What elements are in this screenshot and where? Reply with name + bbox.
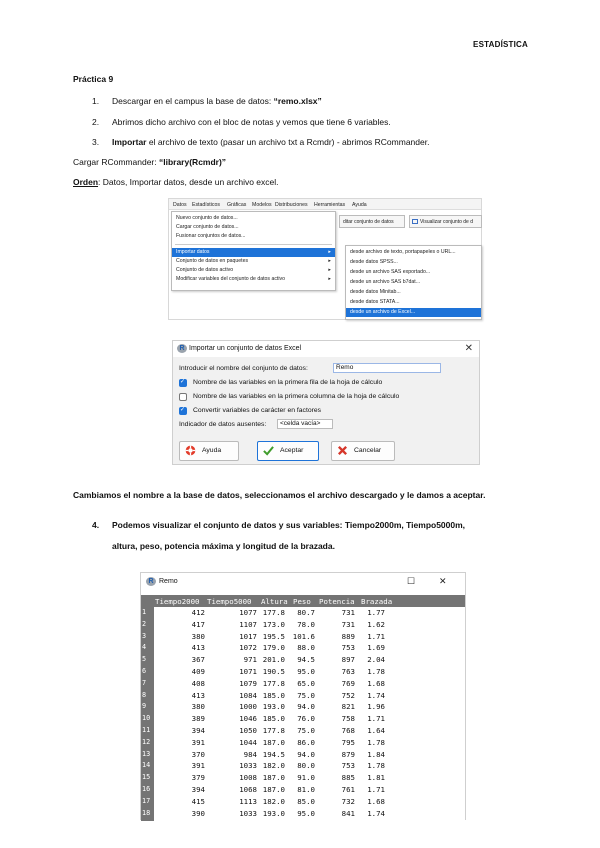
row-number: 11 [142, 726, 151, 734]
step-number: 1. [92, 96, 100, 106]
table-cell: 86.0 [297, 737, 315, 747]
step-2 [92, 117, 391, 128]
checkbox-names-first-row-label: Nombre de las variables en la primera fila de la hoja de cálculo [193, 379, 383, 386]
menu-divider [175, 244, 332, 245]
close-icon[interactable]: ✕ [464, 343, 473, 354]
table-cell: 1084 [239, 690, 257, 700]
column-header[interactable]: Brazada [361, 597, 393, 606]
row-number: 8 [142, 690, 147, 699]
table-cell: 88.0 [297, 643, 315, 653]
table-cell: 390 [191, 808, 205, 818]
step-4-line-1 [92, 520, 465, 531]
table-cell: 80.7 [297, 608, 315, 617]
table-cell: 758 [341, 714, 355, 724]
table-cell: 367 [191, 655, 205, 665]
menu-item-label: Conjunto de datos en paquetes [176, 258, 249, 264]
step-3 [92, 137, 429, 148]
step-text: Abrimos dicho archivo con el bloc de notas y vemos que tiene 6 variables. [112, 117, 391, 127]
help-button[interactable] [179, 441, 239, 461]
viewer-titlebar [141, 573, 465, 591]
table-cell: 177.8 [262, 678, 285, 688]
table-cell: 879 [341, 749, 355, 759]
table-cell: 795 [341, 737, 355, 747]
menu-item-activo[interactable] [172, 266, 335, 275]
dataset-name-label: Introducir el nombre del conjunto de datos: [179, 365, 308, 372]
table-cell: 65.0 [297, 678, 315, 688]
table-cell: 1033 [239, 761, 257, 771]
table-cell: 94.0 [297, 702, 315, 712]
submenu-item-excel[interactable]: desde un archivo de Excel... [346, 308, 481, 317]
view-dataset-button[interactable] [409, 215, 482, 228]
dataset-name-input[interactable]: Remo [333, 363, 441, 373]
table-cell: 753 [341, 643, 355, 653]
table-cell: 971 [243, 655, 257, 665]
help-label: Ayuda [202, 447, 222, 454]
checkbox-convert-factors-label: Convertir variables de carácter en factores [193, 407, 322, 414]
table-cell: 413 [191, 690, 205, 700]
row-number: 12 [142, 737, 151, 746]
row-number: 15 [142, 773, 151, 782]
table-cell: 380 [191, 702, 205, 712]
row-number: 13 [142, 749, 151, 758]
chevron-right-icon: ▸ [328, 249, 331, 255]
table-cell: 194.5 [262, 749, 285, 759]
step-text: Descargar en el campus la base de datos: [112, 96, 274, 106]
table-cell: 185.0 [262, 714, 285, 724]
submenu-item-minitab[interactable]: desde datos Minitab... [350, 289, 401, 295]
submenu-item-stata[interactable]: desde datos STATA... [350, 299, 400, 305]
table-cell: 1050 [239, 726, 257, 735]
row-number: 10 [142, 714, 151, 723]
table-cell: 389 [191, 714, 205, 724]
table-cell: 1.78 [367, 667, 385, 676]
submenu-item-texto[interactable]: desde archivo de texto, portapapeles o URL... [350, 249, 456, 255]
accept-button[interactable] [257, 441, 319, 461]
row-number: 18 [142, 808, 151, 817]
table-cell: 417 [191, 619, 205, 629]
table-cell: 732 [341, 796, 355, 806]
table-cell: 753 [341, 761, 355, 771]
table-cell: 75.0 [297, 690, 315, 700]
table-cell: 768 [341, 726, 355, 735]
menu-ayuda[interactable]: Ayuda [352, 202, 367, 208]
menu-item-nuevo[interactable]: Nuevo conjunto de datos... [176, 215, 238, 221]
menu-item-label: Importar datos [176, 249, 210, 255]
submenu-item-spss[interactable]: desde datos SPSS... [350, 259, 398, 265]
order-line [73, 177, 279, 188]
row-number: 3 [142, 631, 147, 640]
row-number: 6 [142, 667, 147, 675]
dialog-titlebar [173, 341, 479, 357]
table-cell: 394 [191, 726, 205, 735]
menu-graficas[interactable]: Gráficas [227, 202, 247, 208]
table-cell: 412 [191, 608, 205, 617]
chevron-right-icon: ▸ [328, 267, 331, 273]
table-cell: 80.0 [297, 761, 315, 771]
table-cell: 1.77 [367, 608, 385, 617]
cancel-label: Cancelar [354, 447, 382, 454]
table-cell: 179.0 [262, 643, 285, 653]
table-cell: 763 [341, 667, 355, 676]
table-cell: 182.0 [262, 796, 285, 806]
dialog-title: Importar un conjunto de datos Excel [189, 345, 302, 352]
table-cell: 1072 [239, 643, 257, 653]
grid-row-numbers [141, 607, 154, 821]
table-cell: 1.81 [367, 773, 385, 783]
menu-item-cargar[interactable]: Cargar conjunto de datos... [176, 224, 239, 230]
table-cell: 1.74 [367, 690, 385, 700]
table-cell: 195.5 [262, 631, 285, 641]
table-cell: 731 [341, 608, 355, 617]
menu-item-fusionar[interactable]: Fusionar conjuntos de datos... [176, 233, 246, 239]
row-number: 9 [142, 702, 147, 711]
step-1 [92, 96, 322, 107]
cancel-button[interactable] [331, 441, 395, 461]
checkmark-icon [263, 445, 274, 456]
table-cell: 1008 [239, 773, 257, 783]
table-cell: 370 [191, 749, 205, 759]
submenu-item-sas-export[interactable]: desde un archivo SAS exportado... [350, 269, 431, 275]
table-cell: 1017 [239, 631, 257, 641]
menu-item-label: Conjunto de datos activo [176, 267, 234, 273]
table-icon [412, 219, 418, 224]
accept-label: Aceptar [280, 447, 304, 454]
table-cell: 394 [191, 785, 205, 794]
row-number: 7 [142, 678, 147, 687]
step-number: 3. [92, 137, 100, 147]
table-cell: 1.96 [367, 702, 385, 712]
table-cell: 2.04 [367, 655, 385, 665]
column-header[interactable]: Peso [293, 597, 311, 606]
table-cell: 81.0 [297, 785, 315, 794]
load-text: Cargar RCommander: [73, 157, 159, 167]
table-cell: 1.71 [367, 631, 385, 641]
menubar [169, 199, 481, 210]
submenu-item-sas-b7dat[interactable]: desde un archivo SAS b7dat... [350, 279, 421, 285]
dataset-viewer-window [140, 572, 466, 820]
table-cell: 761 [341, 785, 355, 794]
table-cell: 78.0 [297, 619, 315, 629]
menu-distribuciones[interactable]: Distribuciones [275, 202, 308, 208]
checkbox-names-first-column-label: Nombre de las variables en la primera columna de la hoja de cálculo [193, 393, 400, 400]
missing-data-label: Indicador de datos ausentes: [179, 421, 267, 428]
import-excel-dialog [172, 340, 480, 465]
table-cell: 1.71 [367, 785, 385, 794]
table-cell: 1068 [239, 785, 257, 794]
load-line [73, 157, 226, 168]
table-cell: 190.5 [262, 667, 285, 676]
menu-herramientas[interactable]: Herramientas [314, 202, 346, 208]
table-cell: 177.8 [262, 608, 285, 617]
table-cell: 94.5 [297, 655, 315, 665]
table-cell: 95.0 [297, 667, 315, 676]
view-dataset-label: Visualizar conjunto de d [420, 219, 473, 225]
importar-submenu [345, 245, 482, 320]
table-cell: 769 [341, 678, 355, 688]
table-cell: 379 [191, 773, 205, 783]
datos-dropdown [171, 211, 336, 291]
table-cell: 187.0 [262, 773, 285, 783]
table-cell: 1107 [239, 619, 257, 629]
column-header[interactable]: Altura [261, 597, 288, 606]
table-cell: 193.0 [262, 808, 285, 818]
table-cell: 889 [341, 631, 355, 641]
table-cell: 821 [341, 702, 355, 712]
lifebuoy-icon [185, 445, 196, 456]
table-cell: 1.62 [367, 619, 385, 629]
table-cell: 1.68 [367, 796, 385, 806]
table-cell: 752 [341, 690, 355, 700]
table-cell: 1079 [239, 678, 257, 688]
row-number: 4 [142, 643, 147, 652]
table-cell: 380 [191, 631, 205, 641]
step-number: 2. [92, 117, 100, 127]
table-cell: 1044 [239, 737, 257, 747]
table-cell: 177.8 [262, 726, 285, 735]
menu-item-paquetes[interactable] [172, 257, 335, 266]
menu-item-importar[interactable] [172, 248, 335, 257]
checkbox-convert-factors[interactable] [179, 407, 187, 415]
table-cell: 95.0 [297, 808, 315, 818]
table-cell: 1.64 [367, 726, 385, 735]
row-number: 1 [142, 608, 147, 616]
table-cell: 1.74 [367, 808, 385, 818]
step-text: el archivo de texto (pasar un archivo txt a Rcmdr) - abrimos RCommander. [146, 137, 430, 147]
table-cell: 984 [243, 749, 257, 759]
practice-title: Práctica 9 [73, 74, 114, 84]
table-cell: 187.0 [262, 737, 285, 747]
table-cell: 1.84 [367, 749, 385, 759]
row-number: 16 [142, 785, 151, 793]
viewer-title: Remo [159, 578, 178, 585]
table-cell: 101.6 [292, 631, 315, 641]
row-number: 14 [142, 761, 151, 770]
close-icon[interactable]: ✕ [439, 576, 447, 586]
table-cell: 91.0 [297, 773, 315, 783]
column-header[interactable]: Tiempo2000 [155, 597, 200, 606]
table-cell: 187.0 [262, 785, 285, 794]
column-header[interactable]: Tiempo5000 [207, 597, 252, 606]
table-cell: 1.78 [367, 737, 385, 747]
order-label: Orden [73, 177, 99, 187]
menu-item-modificar[interactable] [172, 275, 335, 284]
load-command: “library(Rcmdr)” [158, 157, 227, 167]
table-cell: 391 [191, 737, 205, 747]
step-strong: Importar [112, 137, 147, 147]
r-logo-icon: R [177, 344, 187, 353]
table-cell: 182.0 [262, 761, 285, 771]
edit-dataset-button[interactable]: ditar conjunto de datos [339, 215, 405, 228]
table-cell: 1113 [239, 796, 257, 806]
chevron-right-icon: ▸ [328, 258, 331, 264]
table-cell: 1033 [239, 808, 257, 818]
table-cell: 1077 [239, 608, 257, 617]
menu-estadisticos[interactable]: Estadísticos [192, 202, 220, 208]
r-logo-icon: R [146, 577, 156, 586]
paragraph-after-dialog: Cambiamos el nombre a la base de datos, seleccionamos el archivo descargado y le damos a aceptar. [73, 490, 486, 500]
data-grid [141, 595, 465, 821]
table-cell: 1071 [239, 667, 257, 676]
table-cell: 173.0 [262, 619, 285, 629]
table-cell: 409 [191, 667, 205, 676]
table-cell: 1000 [239, 702, 257, 712]
order-text: : Datos, Importar datos, desde un archivo excel. [98, 177, 279, 187]
table-cell: 1.71 [367, 714, 385, 724]
row-number: 5 [142, 655, 147, 664]
table-cell: 885 [341, 773, 355, 783]
menu-item-label: Modificar variables del conjunto de datos activo [176, 276, 285, 282]
row-number: 17 [142, 796, 151, 805]
table-cell: 841 [341, 808, 355, 818]
table-cell: 85.0 [297, 796, 315, 806]
table-cell: 413 [191, 643, 205, 653]
table-cell: 897 [341, 655, 355, 665]
table-cell: 731 [341, 619, 355, 629]
table-cell: 94.0 [297, 749, 315, 759]
table-cell: 415 [191, 796, 205, 806]
table-cell: 391 [191, 761, 205, 771]
table-cell: 1.78 [367, 761, 385, 771]
table-cell: 193.0 [262, 702, 285, 712]
missing-data-input[interactable]: <celda vacía> [277, 419, 333, 429]
cross-icon [337, 445, 348, 456]
maximize-icon[interactable]: ☐ [407, 576, 416, 586]
column-header[interactable]: Potencia [319, 597, 355, 606]
rcmdr-menu-screenshot [168, 198, 482, 320]
step-strong: “remo.xlsx” [273, 96, 322, 106]
table-cell: 408 [191, 678, 205, 688]
menu-modelos[interactable]: Modelos [252, 202, 272, 208]
document-header: ESTADÍSTICA [473, 40, 528, 49]
table-cell: 1.68 [367, 678, 385, 688]
table-cell: 1.69 [367, 643, 385, 653]
row-number: 2 [142, 619, 147, 628]
table-cell: 201.0 [262, 655, 285, 665]
chevron-right-icon: ▸ [328, 276, 331, 282]
table-cell: 1046 [239, 714, 257, 724]
table-cell: 75.0 [297, 726, 315, 735]
step-number: 4. [92, 520, 100, 530]
step-4-line-2: altura, peso, potencia máxima y longitud de la brazada. [112, 541, 335, 551]
table-cell: 185.0 [262, 690, 285, 700]
step-text: Podemos visualizar el conjunto de datos y sus variables: Tiempo2000m, Tiempo5000m, [112, 520, 466, 530]
grid-header [141, 595, 465, 607]
checkbox-names-first-row[interactable] [179, 379, 187, 387]
menu-datos[interactable]: Datos [173, 202, 187, 208]
checkbox-names-first-column[interactable] [179, 393, 187, 401]
table-cell: 76.0 [297, 714, 315, 724]
